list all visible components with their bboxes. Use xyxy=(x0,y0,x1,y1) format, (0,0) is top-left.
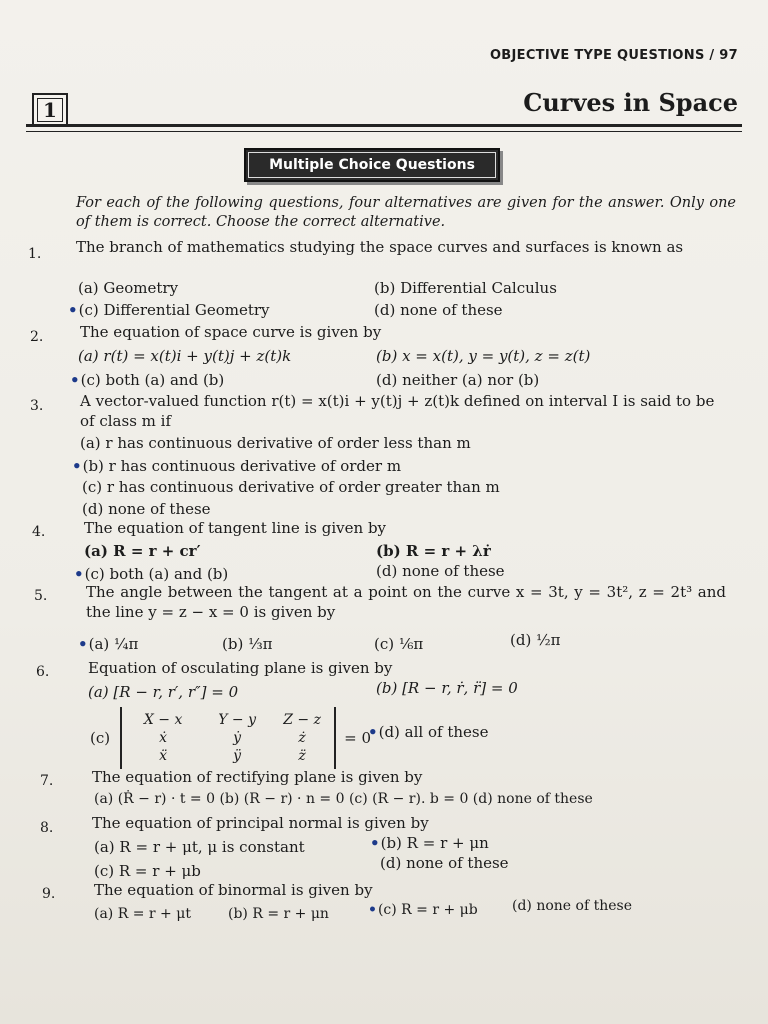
q8-option-c: (c) R = r + μb xyxy=(94,862,201,880)
q4-option-c: (c) both (a) and (b) xyxy=(84,565,229,583)
q8-option-d: (d) none of these xyxy=(380,854,509,872)
q3-option-b-row xyxy=(72,456,401,476)
q3-option-a: (a) r has continuous derivative of order less than m xyxy=(80,434,471,452)
determinant-right-bar xyxy=(334,707,336,769)
q7-options: (a) (Ṙ − r) · t = 0 (b) (R − r) · n = 0 (c) (R − r). b = 0 (d) none of these xyxy=(94,791,593,807)
q6-option-c-determinant xyxy=(90,705,371,771)
q9-option-c-row xyxy=(368,900,478,920)
answer-mark-icon: • xyxy=(68,301,78,319)
q5-option-a: (a) ¼π xyxy=(88,635,139,653)
q3-option-b: (b) r has continuous derivative of order m xyxy=(82,457,402,475)
q5-option-a-row xyxy=(78,634,138,654)
header-rule-thin xyxy=(26,131,742,132)
q8-number: 8. xyxy=(40,820,54,836)
q6-option-d-row xyxy=(368,722,488,742)
q6-option-c-equals: = 0 xyxy=(344,729,371,747)
chapter-title: Curves in Space xyxy=(523,88,738,117)
instructions: For each of the following questions, four alternatives are given for the answer. Only one of them is correct. Choose the correct alternative. xyxy=(76,195,736,230)
det-cell: ẋ xyxy=(159,730,168,746)
q6-option-d: (d) all of these xyxy=(378,723,489,741)
det-cell: Z − z xyxy=(283,712,321,728)
answer-mark-icon: • xyxy=(74,565,84,583)
q9-text: The equation of binormal is given by xyxy=(94,881,373,899)
answer-mark-icon: • xyxy=(368,902,377,918)
q4-option-d: (d) none of these xyxy=(376,562,505,580)
q4-text: The equation of tangent line is given by xyxy=(84,519,387,537)
q2-option-a: (a) r(t) = x(t)i + y(t)j + z(t)k xyxy=(78,347,292,365)
answer-mark-icon: • xyxy=(78,635,88,653)
det-cell: ÿ xyxy=(233,748,242,764)
q6-text: Equation of osculating plane is given by xyxy=(88,659,393,677)
q3-option-d: (d) none of these xyxy=(82,500,211,518)
section-banner-label: Multiple Choice Questions xyxy=(269,157,475,173)
q6-option-b: (b) [R − r, ṙ, r̈] = 0 xyxy=(376,679,518,697)
determinant-grid xyxy=(122,712,334,764)
q2-option-c: (c) both (a) and (b) xyxy=(80,371,225,389)
det-cell: ẍ xyxy=(159,748,168,764)
answer-mark-icon: • xyxy=(70,371,80,389)
q3-text: A vector-valued function r(t) = x(t)i + y(t)j + z(t)k defined on interval I is said to be of class m if xyxy=(80,392,715,430)
q5-number: 5. xyxy=(34,588,48,604)
q1-option-b: (b) Differential Calculus xyxy=(374,279,557,297)
q1-number: 1. xyxy=(28,246,42,262)
q1-option-d: (d) none of these xyxy=(374,301,503,319)
q4-option-c-row xyxy=(74,564,228,584)
q2-number: 2. xyxy=(30,329,44,345)
q9-number: 9. xyxy=(42,886,56,902)
det-cell: Y − y xyxy=(218,712,256,728)
q3-option-c: (c) r has continuous derivative of order greater than m xyxy=(82,478,500,496)
chapter-number-box: 1 xyxy=(32,93,68,127)
q6-option-a: (a) [R − r, r′, r″] = 0 xyxy=(88,683,239,701)
q9-option-c: (c) R = r + μb xyxy=(377,902,478,918)
det-cell: z̈ xyxy=(298,748,306,764)
header-rule-thick xyxy=(26,124,742,127)
q9-option-d: (d) none of these xyxy=(512,898,632,914)
q4-option-a: (a) R = r + cr′ xyxy=(84,542,201,560)
q1-option-c: (c) Differential Geometry xyxy=(78,301,270,319)
q3-number: 3. xyxy=(30,398,44,414)
q2-option-d: (d) neither (a) nor (b) xyxy=(376,371,540,389)
q8-option-b-row xyxy=(370,833,489,853)
q8-option-a: (a) R = r + μt, μ is constant xyxy=(94,838,305,856)
q4-number: 4. xyxy=(32,524,46,540)
det-cell: ż xyxy=(298,730,306,746)
answer-mark-icon: • xyxy=(370,834,380,852)
q6-option-c-label: (c) xyxy=(90,729,111,747)
q4-option-b: (b) R = r + λṙ xyxy=(376,542,491,560)
running-head: OBJECTIVE TYPE QUESTIONS / 97 xyxy=(489,48,738,63)
q1-option-a: (a) Geometry xyxy=(78,279,179,297)
section-banner xyxy=(244,148,500,182)
q5-option-b: (b) ⅓π xyxy=(222,635,273,653)
q2-option-b: (b) x = x(t), y = y(t), z = z(t) xyxy=(376,347,591,365)
q5-option-d: (d) ½π xyxy=(510,631,561,649)
answer-mark-icon: • xyxy=(72,457,82,475)
q9-option-b: (b) R = r + μn xyxy=(228,906,329,922)
q5-text: The angle between the tangent at a point on the curve x = 3t, y = 3t², z = 2t³ and the line y = z − x = 0 is given by xyxy=(86,583,726,621)
q7-number: 7. xyxy=(40,773,54,789)
q6-number: 6. xyxy=(36,664,50,680)
answer-mark-icon: • xyxy=(368,723,378,741)
q8-text: The equation of principal normal is given by xyxy=(92,814,429,832)
q7-text: The equation of rectifying plane is given by xyxy=(92,768,423,786)
q1-option-c-row xyxy=(68,300,270,320)
q5-option-c: (c) ⅙π xyxy=(374,635,424,653)
q1-text: The branch of mathematics studying the space curves and surfaces is known as xyxy=(76,238,684,256)
q8-option-b: (b) R = r + μn xyxy=(380,834,489,852)
q2-option-c-row xyxy=(70,370,224,390)
q9-option-a: (a) R = r + μt xyxy=(94,906,191,922)
q2-text: The equation of space curve is given by xyxy=(80,323,382,341)
det-cell: ẏ xyxy=(233,730,242,746)
det-cell: X − x xyxy=(143,712,183,728)
